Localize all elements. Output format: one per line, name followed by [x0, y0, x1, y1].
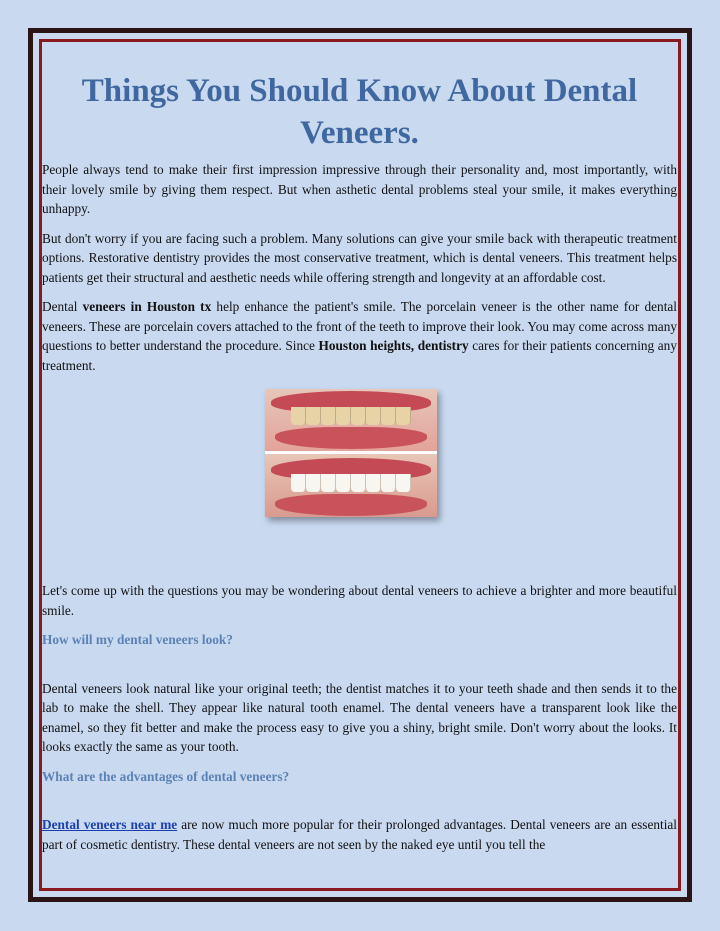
- text-run: are now much more popular for their prolonged advantages. Dental veneers are an essential part of cosmetic dentistry. These dental veneers are not seen by the naked eye until you tell the: [42, 817, 677, 852]
- keyword-houston-heights: Houston heights, dentistry: [318, 338, 469, 353]
- document-body: [42, 70, 677, 864]
- paragraph-questions: Let's come up with the questions you may be wondering about dental veneers to achieve a brighter and more beautiful smile.: [42, 583, 677, 618]
- before-after-teeth-image: [265, 389, 437, 517]
- subheading-look: How will my dental veneers look?: [42, 632, 233, 647]
- lower-lip: [275, 427, 427, 449]
- paragraph-veneers-houston: [42, 297, 677, 375]
- lower-lip: [275, 494, 427, 516]
- after-smile-image: [265, 454, 437, 517]
- teeth-row: [291, 407, 411, 425]
- paragraph-look: Dental veneers look natural like your original teeth; the dentist matches it to your teeth shade and then sends it to the lab to make the shell. They appear like natural tooth enamel. The dental veneers have a transparent look like the enamel, so they fit better and make the process easy to give you a shiny, bright smile. Don't worry about the looks. It looks exactly the same as your tooth.: [42, 680, 677, 754]
- paragraph-advantages: [42, 815, 677, 854]
- document-title: Things You Should Know About Dental Veneers.: [81, 73, 638, 151]
- teeth-row: [291, 474, 411, 492]
- text-run: help enhance the patient's smile. The porcelain veneer is the other name for dental veneers. These are porcelain covers attached to the front of the teeth to improve their look. You may come across many questions to better understand the procedure. Since: [42, 299, 677, 353]
- paragraph-intro: People always tend to make their first impression impressive through their personality and, most importantly, with their lovely smile by giving them respect. But when asthetic dental problems steal your smile, it makes everything unhappy.: [42, 162, 677, 216]
- keyword-veneers-houston: veneers in Houston tx: [82, 299, 212, 314]
- text-run: Dental: [42, 299, 83, 314]
- before-smile-image: [265, 389, 437, 451]
- link-dental-veneers-near-me[interactable]: Dental veneers near me: [42, 817, 178, 832]
- text-run: cares for their patients concerning any treatment.: [42, 338, 677, 373]
- subheading-advantages: What are the advantages of dental veneers?: [42, 768, 290, 784]
- paragraph-solutions: But don't worry if you are facing such a problem. Many solutions can give your smile back with therapeutic treatment options. Restorative dentistry provides the most conservative treatment, which is dental veneers. This treatment helps patients get their structural and aesthetic needs while offering strength and longevity at an affordable cost.: [42, 230, 677, 285]
- image-container: [42, 389, 677, 559]
